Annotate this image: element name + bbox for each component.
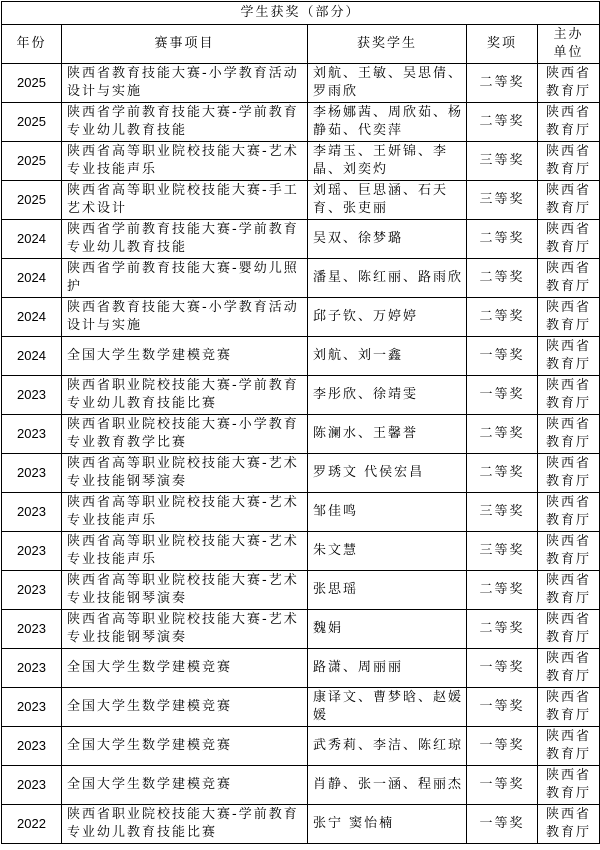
organizer-line: 陕西省	[545, 729, 591, 744]
organizer-line: 教育厅	[545, 825, 591, 840]
students-cell: 魏娟	[308, 610, 467, 649]
event-cell: 全国大学生数学建模竞赛	[62, 337, 308, 376]
year-cell: 2024	[2, 298, 62, 337]
organizer-line: 陕西省	[545, 105, 591, 120]
organizer-cell	[538, 64, 600, 103]
students-cell: 肖静、张一涵、程丽杰	[308, 766, 467, 805]
award-cell: 三等奖	[467, 493, 538, 532]
award-cell: 二等奖	[467, 64, 538, 103]
table-row	[2, 727, 600, 766]
organizer-line: 陕西省	[545, 456, 591, 471]
table-row	[2, 805, 600, 844]
organizer-line: 陕西省	[545, 495, 591, 510]
organizer-line: 陕西省	[545, 183, 591, 198]
year-cell: 2023	[2, 376, 62, 415]
event-cell: 全国大学生数学建模竞赛	[62, 649, 308, 688]
organizer-cell	[538, 181, 600, 220]
table-row	[2, 259, 600, 298]
organizer-line: 教育厅	[545, 435, 591, 450]
table-row	[2, 142, 600, 181]
year-cell: 2023	[2, 532, 62, 571]
table-row	[2, 220, 600, 259]
year-cell: 2024	[2, 220, 62, 259]
table-row	[2, 181, 600, 220]
organizer-line: 教育厅	[545, 708, 591, 723]
organizer-cell	[538, 688, 600, 727]
organizer-line: 陕西省	[545, 66, 591, 81]
event-cell: 全国大学生数学建模竞赛	[62, 766, 308, 805]
organizer-cell	[538, 220, 600, 259]
year-cell: 2023	[2, 454, 62, 493]
organizer-cell	[538, 415, 600, 454]
year-cell: 2024	[2, 337, 62, 376]
organizer-cell	[538, 103, 600, 142]
table-row	[2, 376, 600, 415]
award-cell: 一等奖	[467, 766, 538, 805]
year-cell: 2023	[2, 493, 62, 532]
award-cell: 二等奖	[467, 610, 538, 649]
event-cell: 陕西省教育技能大赛-小学教育活动设计与实施	[62, 64, 308, 103]
students-cell: 刘航、刘一鑫	[308, 337, 467, 376]
students-cell: 吴双、徐梦璐	[308, 220, 467, 259]
organizer-cell	[538, 649, 600, 688]
award-cell: 二等奖	[467, 259, 538, 298]
table-row	[2, 649, 600, 688]
award-cell: 二等奖	[467, 415, 538, 454]
organizer-cell	[538, 532, 600, 571]
year-cell: 2023	[2, 688, 62, 727]
award-cell: 二等奖	[467, 571, 538, 610]
organizer-line: 教育厅	[545, 513, 591, 528]
event-cell: 陕西省高等职业院校技能大赛-艺术专业技能声乐	[62, 532, 308, 571]
award-cell: 二等奖	[467, 220, 538, 259]
year-cell: 2023	[2, 727, 62, 766]
table-row	[2, 415, 600, 454]
year-cell: 2025	[2, 142, 62, 181]
students-cell: 邱子钦、万婷婷	[308, 298, 467, 337]
organizer-line: 教育厅	[545, 474, 591, 489]
year-cell: 2023	[2, 415, 62, 454]
organizer-cell	[538, 571, 600, 610]
organizer-line: 陕西省	[545, 144, 591, 159]
organizer-cell	[538, 376, 600, 415]
students-cell: 李靖玉、王妍锦、李晶、刘奕灼	[308, 142, 467, 181]
organizer-line: 陕西省	[545, 690, 591, 705]
table-title: 学生获奖（部分）	[2, 2, 600, 25]
table-header-row	[2, 25, 600, 64]
awards-table	[1, 1, 600, 844]
students-cell: 李彤欣、徐靖雯	[308, 376, 467, 415]
event-cell: 陕西省高等职业院校技能大赛-艺术专业技能钢琴演奏	[62, 571, 308, 610]
organizer-line: 教育厅	[545, 396, 591, 411]
organizer-cell	[538, 493, 600, 532]
organizer-cell	[538, 337, 600, 376]
event-cell: 全国大学生数学建模竞赛	[62, 688, 308, 727]
event-cell: 陕西省职业院校技能大赛-小学教育专业教育教学比赛	[62, 415, 308, 454]
table-row	[2, 337, 600, 376]
students-cell: 李杨娜茜、周欣茹、杨静茹、代奕萍	[308, 103, 467, 142]
award-cell: 三等奖	[467, 142, 538, 181]
year-cell: 2025	[2, 181, 62, 220]
organizer-line: 陕西省	[545, 651, 591, 666]
students-cell: 刘航、王敏、吴思倩、罗雨欣	[308, 64, 467, 103]
event-cell: 陕西省学前教育技能大赛-学前教育专业幼儿教育技能	[62, 103, 308, 142]
students-cell: 陈澜水、王馨誉	[308, 415, 467, 454]
students-cell: 罗琇文 代侯宏昌	[308, 454, 467, 493]
table-row	[2, 766, 600, 805]
year-cell: 2025	[2, 64, 62, 103]
organizer-line: 教育厅	[545, 669, 591, 684]
event-cell: 陕西省高等职业院校技能大赛-艺术专业技能钢琴演奏	[62, 454, 308, 493]
event-cell: 陕西省高等职业院校技能大赛-手工艺术设计	[62, 181, 308, 220]
header-organizer-line2: 单位	[553, 45, 584, 60]
organizer-line: 教育厅	[545, 240, 591, 255]
organizer-line: 教育厅	[545, 201, 591, 216]
award-cell: 一等奖	[467, 376, 538, 415]
organizer-line: 陕西省	[545, 534, 591, 549]
organizer-line: 教育厅	[545, 630, 591, 645]
organizer-cell	[538, 766, 600, 805]
organizer-cell	[538, 298, 600, 337]
event-cell: 陕西省职业院校技能大赛-学前教育专业幼儿教育技能比赛	[62, 376, 308, 415]
year-cell: 2023	[2, 571, 62, 610]
organizer-line: 教育厅	[545, 786, 591, 801]
award-cell: 一等奖	[467, 805, 538, 844]
organizer-line: 陕西省	[545, 612, 591, 627]
event-cell: 陕西省高等职业院校技能大赛-艺术专业技能声乐	[62, 142, 308, 181]
table-row	[2, 103, 600, 142]
organizer-line: 教育厅	[545, 747, 591, 762]
organizer-line: 陕西省	[545, 807, 591, 822]
organizer-cell	[538, 259, 600, 298]
organizer-line: 教育厅	[545, 552, 591, 567]
award-cell: 三等奖	[467, 532, 538, 571]
award-cell: 二等奖	[467, 454, 538, 493]
students-cell: 朱文慧	[308, 532, 467, 571]
organizer-line: 教育厅	[545, 84, 591, 99]
organizer-line: 陕西省	[545, 378, 591, 393]
students-cell: 邹佳鸣	[308, 493, 467, 532]
table-row	[2, 688, 600, 727]
year-cell: 2023	[2, 766, 62, 805]
organizer-line: 教育厅	[545, 279, 591, 294]
students-cell: 张思瑶	[308, 571, 467, 610]
organizer-line: 教育厅	[545, 357, 591, 372]
students-cell: 康译文、曹梦晗、赵媛媛	[308, 688, 467, 727]
students-cell: 武秀莉、李洁、陈红琼	[308, 727, 467, 766]
award-cell: 一等奖	[467, 727, 538, 766]
organizer-line: 陕西省	[545, 768, 591, 783]
event-cell: 陕西省高等职业院校技能大赛-艺术专业技能声乐	[62, 493, 308, 532]
students-cell: 路潇、周丽丽	[308, 649, 467, 688]
table-title-row	[2, 2, 600, 25]
students-cell: 刘瑶、巨思涵、石天育、张吏丽	[308, 181, 467, 220]
award-cell: 二等奖	[467, 298, 538, 337]
award-cell: 二等奖	[467, 103, 538, 142]
organizer-line: 教育厅	[545, 591, 591, 606]
organizer-line: 陕西省	[545, 222, 591, 237]
table-row	[2, 610, 600, 649]
header-event: 赛事项目	[62, 25, 308, 64]
award-cell: 一等奖	[467, 649, 538, 688]
organizer-line: 陕西省	[545, 261, 591, 276]
header-award: 奖项	[467, 25, 538, 64]
organizer-cell	[538, 805, 600, 844]
event-cell: 陕西省教育技能大赛-小学教育活动设计与实施	[62, 298, 308, 337]
organizer-line: 陕西省	[545, 573, 591, 588]
event-cell: 陕西省学前教育技能大赛-婴幼儿照护	[62, 259, 308, 298]
event-cell: 陕西省高等职业院校技能大赛-艺术专业技能钢琴演奏	[62, 610, 308, 649]
year-cell: 2023	[2, 649, 62, 688]
organizer-line: 教育厅	[545, 318, 591, 333]
table-row	[2, 571, 600, 610]
year-cell: 2022	[2, 805, 62, 844]
header-organizer-line1: 主办	[553, 27, 584, 42]
organizer-line: 陕西省	[545, 300, 591, 315]
event-cell: 陕西省学前教育技能大赛-学前教育专业幼儿教育技能	[62, 220, 308, 259]
year-cell: 2024	[2, 259, 62, 298]
organizer-line: 陕西省	[545, 417, 591, 432]
year-cell: 2025	[2, 103, 62, 142]
table-row	[2, 64, 600, 103]
organizer-line: 教育厅	[545, 123, 591, 138]
award-cell: 一等奖	[467, 337, 538, 376]
organizer-cell	[538, 610, 600, 649]
event-cell: 陕西省职业院校技能大赛-学前教育专业幼儿教育技能比赛	[62, 805, 308, 844]
table-row	[2, 532, 600, 571]
table-row	[2, 454, 600, 493]
table-row	[2, 298, 600, 337]
year-cell: 2023	[2, 610, 62, 649]
header-students: 获奖学生	[308, 25, 467, 64]
organizer-cell	[538, 727, 600, 766]
header-year: 年份	[2, 25, 62, 64]
organizer-cell	[538, 142, 600, 181]
organizer-line: 陕西省	[545, 339, 591, 354]
organizer-line: 教育厅	[545, 162, 591, 177]
students-cell: 潘星、陈红丽、路雨欣	[308, 259, 467, 298]
organizer-cell	[538, 454, 600, 493]
students-cell: 张宁 窦怡楠	[308, 805, 467, 844]
header-organizer	[538, 25, 600, 64]
award-cell: 三等奖	[467, 181, 538, 220]
table-row	[2, 493, 600, 532]
award-cell: 一等奖	[467, 688, 538, 727]
event-cell: 全国大学生数学建模竞赛	[62, 727, 308, 766]
